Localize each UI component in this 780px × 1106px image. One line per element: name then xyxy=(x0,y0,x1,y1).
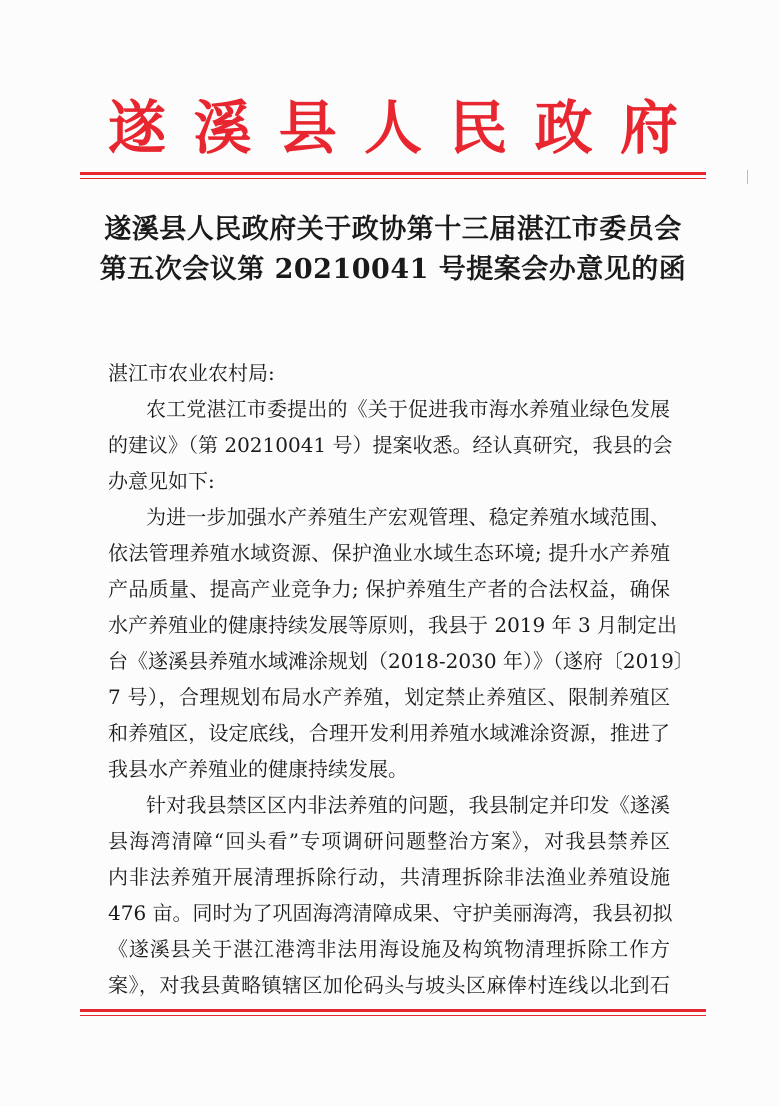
paragraph-3-line: 县海湾清障“回头看”专项调研问题整治方案》，对我县禁养区 xyxy=(108,829,670,853)
paragraph-1-line: 办意见如下: xyxy=(108,469,215,493)
document-title-line-1: 遂溪县人民政府关于政协第十三届湛江市委员会 xyxy=(104,214,682,245)
paragraph-2-line: 我县水产养殖业的健康持续发展。 xyxy=(108,757,408,781)
header-divider xyxy=(80,172,706,175)
paragraph-2-line: 7 号），合理规划布局水产养殖，划定禁止养殖区、限制养殖区 xyxy=(108,685,670,709)
footer-divider xyxy=(80,1009,706,1012)
paragraph-2-line: 台《遂溪县养殖水域滩涂规划（2018-2030 年）》（遂府〔2019〕 xyxy=(108,649,694,673)
masthead-char: 民 xyxy=(449,94,508,162)
header-divider-thin xyxy=(80,178,706,179)
masthead xyxy=(108,88,678,168)
masthead-char: 溪 xyxy=(193,94,252,162)
masthead-char: 政 xyxy=(534,94,593,162)
paragraph-3-line: 内非法养殖开展清理拆除行动，共清理拆除非法渔业养殖设施 xyxy=(108,865,670,889)
masthead-char: 府 xyxy=(619,94,678,162)
paragraph-3-line: 针对我县禁区区内非法养殖的问题，我县制定并印发《遂溪 xyxy=(146,793,670,817)
paragraph-2-line: 产品质量、提高产业竞争力; 保护养殖生产者的合法权益，确保 xyxy=(108,577,670,601)
paragraph-2-line: 依法管理养殖水域资源、保护渔业水域生态环境; 提升水产养殖 xyxy=(108,541,670,565)
paragraph-3-line: 476 亩。同时为了巩固海湾清障成果、守护美丽海湾，我县初拟 xyxy=(108,901,673,925)
paragraph-2-line: 和养殖区，设定底线，合理开发利用养殖水域滩涂资源，推进了 xyxy=(108,721,670,745)
paragraph-3-line: 案》，对我县黄略镇辖区加伦码头与坡头区麻俸村连线以北到石 xyxy=(108,973,670,997)
salutation: 湛江市农业农村局: xyxy=(108,361,275,385)
masthead-char: 县 xyxy=(278,94,337,162)
masthead-char: 人 xyxy=(363,94,422,162)
paragraph-2-line: 为进一步加强水产养殖生产宏观管理、稳定养殖水域范围、 xyxy=(146,505,670,529)
masthead-char: 遂 xyxy=(108,94,167,162)
paragraph-1-line: 的建议》（第 20210041 号）提案收悉。经认真研究，我县的会 xyxy=(108,433,673,457)
paragraph-3-line: 《遂溪县关于湛江港湾非法用海设施及构筑物清理拆除工作方 xyxy=(108,937,670,961)
paragraph-2-line: 水产养殖业的健康持续发展等原则，我县于 2019 年 3 月制定出 xyxy=(108,613,678,637)
scan-edge-mark xyxy=(747,170,748,184)
document-title-line-2: 第五次会议第 20210041 号提案会办意见的函 xyxy=(99,254,687,285)
paragraph-1-line: 农工党湛江市委提出的《关于促进我市海水养殖业绿色发展 xyxy=(146,397,670,421)
footer-divider-thin xyxy=(80,1015,706,1016)
